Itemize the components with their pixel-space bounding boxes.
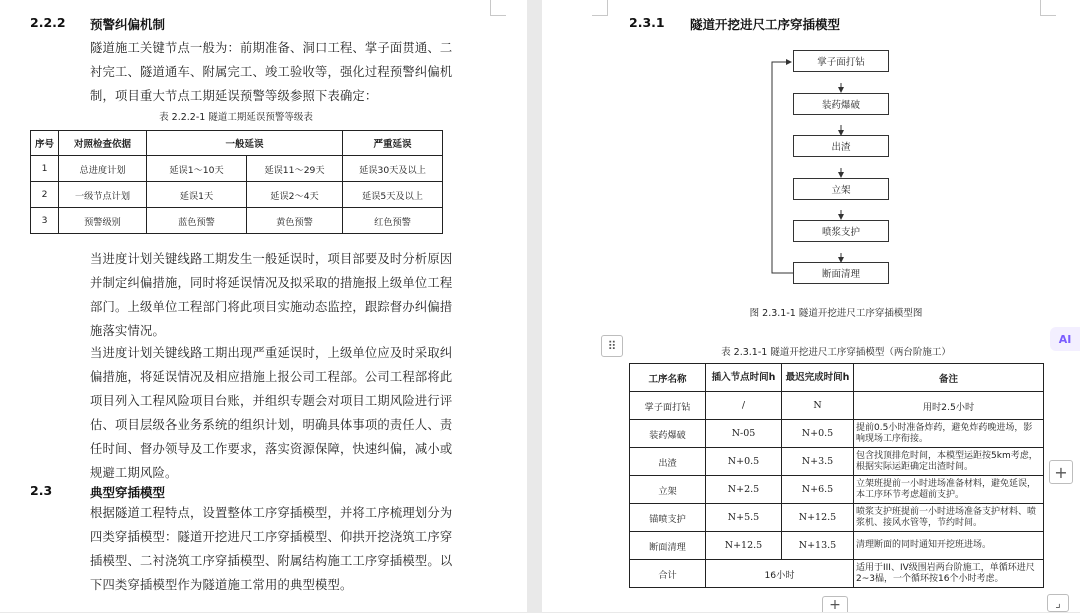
table-cell[interactable]: /	[706, 392, 782, 420]
flowchart-connectors	[760, 45, 900, 290]
table-row	[31, 182, 443, 208]
body-paragraph[interactable]	[90, 247, 452, 343]
text-line: 部门。上级单位工程部门将此项目实施动态监控，跟踪督办纠偏措	[90, 300, 453, 314]
body-paragraph[interactable]	[90, 501, 452, 597]
table-cell[interactable]: 合计	[630, 560, 706, 588]
warning-level-table[interactable]	[30, 130, 443, 234]
table-cell[interactable]: N+12.5	[782, 504, 854, 532]
text-line: 规避工期风险。	[90, 466, 178, 480]
table-row	[630, 448, 1044, 476]
text-line: 项目列入工程风险项目台账，并组织专题会对项目工期风险进行评	[90, 394, 453, 408]
section-title: 典型穿插模型	[90, 485, 166, 500]
table-cell[interactable]: 断面清理	[630, 532, 706, 560]
document-page-left	[0, 0, 527, 612]
table-cell[interactable]: 延误30天及以上	[343, 156, 443, 182]
table-cell[interactable]: 立架	[630, 476, 706, 504]
table-cell[interactable]: 适用于III、IV级围岩两台阶施工，单循环进尺2~3榀，一个循环按16个小时考虑。	[854, 560, 1044, 588]
page-corner-mark	[592, 0, 608, 16]
table-cell[interactable]: 延误1天	[147, 182, 247, 208]
text-line: 四类穿插模型：隧道开挖进尺工序穿插模型、仰拱开挖浇筑工序穿	[90, 530, 453, 544]
text-line: 施落实情况。	[90, 324, 165, 338]
text-line: 根据隧道工程特点，设置整体工序穿插模型，并将工序梳理划分为	[90, 506, 453, 520]
table-cell[interactable]: 提前0.5小时准备炸药，避免炸药晚进场，影响现场工序衔接。	[854, 420, 1044, 448]
header-cell: 插入节点时间h	[706, 364, 782, 392]
header-cell: 备注	[854, 364, 1044, 392]
flow-step[interactable]: 断面清理	[793, 262, 889, 284]
page-corner-mark	[490, 0, 506, 16]
table-cell[interactable]: 立架班提前一小时进场准备材料，避免延误，本工序环节考虑超前支护。	[854, 476, 1044, 504]
table-row	[630, 560, 1044, 588]
table-row	[31, 156, 443, 182]
table-cell[interactable]: N+0.5	[782, 420, 854, 448]
body-paragraph[interactable]	[90, 341, 452, 485]
header-cell: 严重延误	[343, 131, 443, 156]
table-row	[630, 532, 1044, 560]
flow-loop-arrow	[772, 62, 793, 273]
table-cell[interactable]: 总进度计划	[59, 156, 147, 182]
process-table[interactable]	[629, 363, 1044, 588]
add-column-button[interactable]: +	[1049, 460, 1073, 484]
table-row	[31, 208, 443, 234]
text-line: 插模型、二衬浇筑工序穿插模型、附属结构施工工序穿插模型。以	[90, 554, 453, 568]
table-cell[interactable]: 黄色预警	[247, 208, 343, 234]
table-cell[interactable]: 清理断面的同时通知开挖班进场。	[854, 532, 1044, 560]
table-cell[interactable]: 延误11～29天	[247, 156, 343, 182]
flow-step[interactable]: 出渣	[793, 135, 889, 157]
table-cell[interactable]: 一级节点计划	[59, 182, 147, 208]
table-cell[interactable]: N-05	[706, 420, 782, 448]
table-row	[630, 476, 1044, 504]
table-cell[interactable]: 1	[31, 156, 59, 182]
flow-step[interactable]: 装药爆破	[793, 93, 889, 115]
drag-handle-icon[interactable]: ⠿	[601, 335, 623, 357]
table-header-row	[630, 364, 1044, 392]
table-caption: 表 2.3.1-1 隧道开挖进尺工序穿插模型（两台阶施工）	[721, 347, 951, 358]
table-cell[interactable]: 红色预警	[343, 208, 443, 234]
table-caption: 表 2.2.2-1 隧道工期延误预警等级表	[159, 112, 313, 123]
header-cell: 一般延误	[147, 131, 343, 156]
table-cell[interactable]: 3	[31, 208, 59, 234]
table-cell[interactable]: 延误5天及以上	[343, 182, 443, 208]
table-resize-icon[interactable]: ⌟	[1047, 594, 1069, 612]
page-corner-mark	[1040, 0, 1056, 16]
table-cell[interactable]: 用时2.5小时	[854, 392, 1044, 420]
header-cell: 对照检查依据	[59, 131, 147, 156]
table-cell[interactable]: 16小时	[706, 560, 854, 588]
table-cell[interactable]: 出渣	[630, 448, 706, 476]
section-number: 2.3	[30, 483, 53, 498]
table-cell[interactable]: 预警级别	[59, 208, 147, 234]
text-line: 估、项目层级各业务系统的组织计划，明确具体事项的责任人、责	[90, 418, 453, 432]
table-cell[interactable]: 喷浆支护班提前一小时进场准备支护材料、喷浆机、接风水管等，节约时间。	[854, 504, 1044, 532]
text-line: 隧道施工关键节点一般为：前期准备、洞口工程、掌子面贯通、二	[90, 41, 453, 55]
table-cell[interactable]: 装药爆破	[630, 420, 706, 448]
table-header-row	[31, 131, 443, 156]
text-line: 任时间、督办领导及工作要求，落实资源保障，快速纠偏，减小或	[90, 442, 453, 456]
table-cell[interactable]: N+0.5	[706, 448, 782, 476]
table-cell[interactable]: N+3.5	[782, 448, 854, 476]
text-line: 衬完工、隧道通车、附属完工、竣工验收等，强化过程预警纠偏机	[90, 65, 453, 79]
add-row-button[interactable]: +	[822, 596, 848, 612]
flow-step[interactable]: 立架	[793, 178, 889, 200]
text-line: 当进度计划关键线路工期发生一般延误时，项目部要及时分析原因	[90, 252, 453, 266]
text-line: 并制定纠偏措施，同时将延误情况及拟采取的措施报上级单位工程	[90, 276, 453, 290]
text-line: 下四类穿插模型作为隧道施工常用的典型模型。	[90, 578, 353, 592]
header-cell: 工序名称	[630, 364, 706, 392]
table-cell[interactable]: N+12.5	[706, 532, 782, 560]
section-number: 2.2.2	[30, 15, 66, 30]
table-cell[interactable]: 锚喷支护	[630, 504, 706, 532]
ai-assistant-badge[interactable]: AI	[1050, 327, 1080, 351]
table-cell[interactable]: N+13.5	[782, 532, 854, 560]
header-cell: 最迟完成时间h	[782, 364, 854, 392]
table-row	[630, 420, 1044, 448]
table-cell[interactable]: N+2.5	[706, 476, 782, 504]
figure-caption: 图 2.3.1-1 隧道开挖进尺工序穿插模型图	[749, 308, 923, 319]
table-cell[interactable]: 延误1～10天	[147, 156, 247, 182]
table-cell[interactable]: N+5.5	[706, 504, 782, 532]
table-cell[interactable]: 2	[31, 182, 59, 208]
flow-step[interactable]: 喷浆支护	[793, 220, 889, 242]
table-row	[630, 392, 1044, 420]
table-cell[interactable]: 包含找顶排危时间，本模型运距按5km考虑，根据实际运距确定出渣时间。	[854, 448, 1044, 476]
table-cell[interactable]: 掌子面打钻	[630, 392, 706, 420]
intro-paragraph[interactable]	[90, 36, 452, 108]
section-title: 预警纠偏机制	[90, 17, 166, 32]
text-line: 偏措施，将延误情况及相应措施上报公司工程部。公司工程部将此	[90, 370, 453, 384]
section-number: 2.3.1	[629, 15, 665, 30]
table-cell[interactable]: N+6.5	[782, 476, 854, 504]
table-cell[interactable]: 延误2～4天	[247, 182, 343, 208]
text-line: 制，项目重大节点工期延误预警等级参照下表确定：	[90, 89, 378, 103]
section-title: 隧道开挖进尺工序穿插模型	[690, 17, 841, 32]
flow-step[interactable]: 掌子面打钻	[793, 50, 889, 72]
header-cell: 序号	[31, 131, 59, 156]
text-line: 当进度计划关键线路工期出现严重延误时，上级单位应及时采取纠	[90, 346, 453, 360]
table-row	[630, 504, 1044, 532]
table-cell[interactable]: 蓝色预警	[147, 208, 247, 234]
table-cell[interactable]: N	[782, 392, 854, 420]
